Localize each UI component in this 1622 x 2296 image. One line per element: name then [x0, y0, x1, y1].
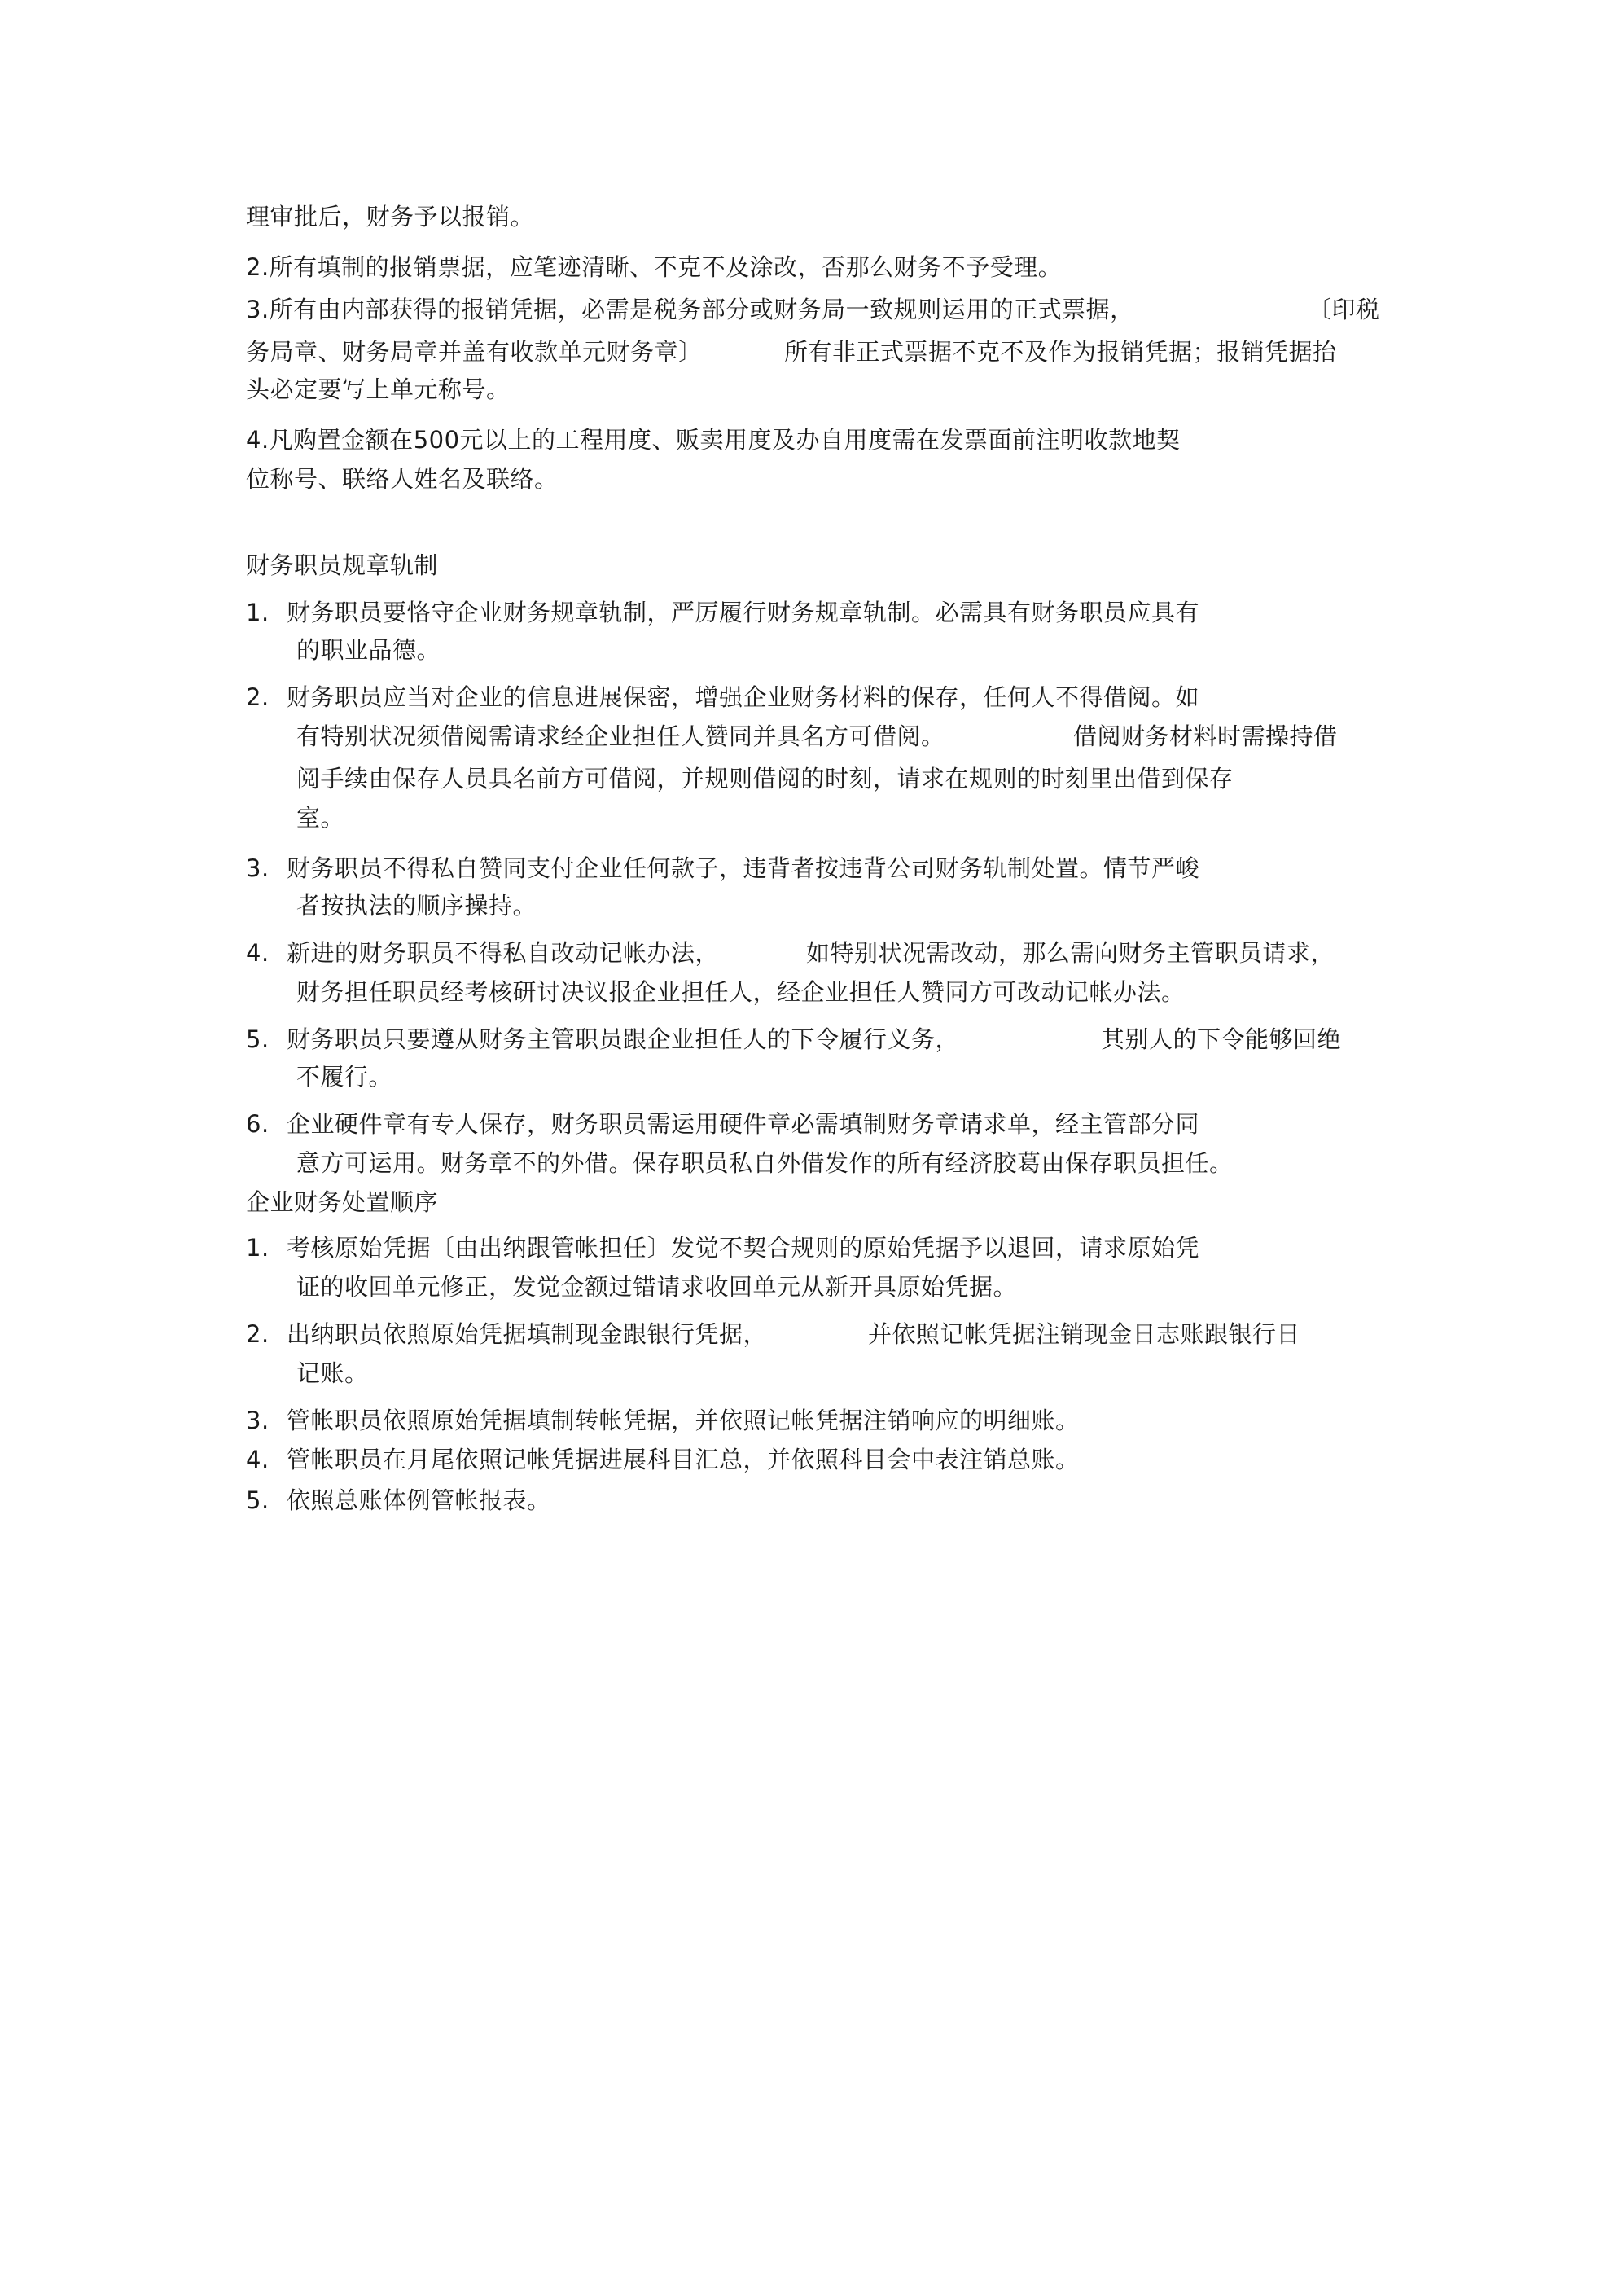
- list-item-line: 新进的财务职员不得私自改动记帐办法，: [287, 939, 720, 967]
- list-item-line: 阅手续由保存人员具名前方可借阅，并规则借阅的时刻，请求在规则的时刻里出借到保存: [296, 765, 1234, 792]
- list-item-line: 财务职员要恪守企业财务规章轨制，严厉履行财务规章轨制。必需具有财务职员应具有: [287, 599, 1200, 626]
- list-item-line: 出纳职员依照原始凭据填制现金跟银行凭据，: [287, 1320, 768, 1348]
- list-item-line: 的职业品德。: [296, 636, 441, 664]
- list-item-number: 3.: [246, 854, 270, 882]
- list-item-line: 管帐职员在月尾依照记帐凭据进展科目汇总，并依照科目会中表注销总账。: [287, 1446, 1080, 1473]
- list-item-number: 4.: [246, 1446, 270, 1473]
- list-item-number: 5.: [246, 1486, 270, 1514]
- list-item-number: 2.: [246, 683, 270, 711]
- intro-item-3-line-1b: 〔印税: [1308, 296, 1380, 323]
- list-item-line: 管帐职员依照原始凭据填制转帐凭据，并依照记帐凭据注销响应的明细账。: [287, 1407, 1080, 1434]
- list-item-number: 5.: [246, 1025, 270, 1053]
- section-heading-finance-procedure: 企业财务处置顺序: [246, 1188, 439, 1216]
- list-item-number: 2.: [246, 1320, 270, 1348]
- list-item-line: 依照总账体例管帐报表。: [287, 1486, 551, 1514]
- list-item-line: 财务职员应当对企业的信息进展保密，增强企业财务材料的保存，任何人不得借阅。如: [287, 683, 1200, 711]
- intro-item-3-line-2: 务局章、财务局章并盖有收款单元财务章〕: [246, 338, 703, 366]
- list-item-line: 有特别状况须借阅需请求经企业担任人赞同并具名方可借阅。: [296, 722, 945, 750]
- item-number: 4.: [246, 426, 270, 454]
- list-item-line: 意方可运用。财务章不的外借。保存职员私自外借发作的所有经济胶葛由保存职员担任。: [296, 1149, 1234, 1177]
- list-item-line: 证的收回单元修正，发觉金额过错请求收回单元从新开具原始凭据。: [296, 1273, 1018, 1301]
- list-item-line: 财务职员只要遵从财务主管职员跟企业担任人的下令履行义务，: [287, 1025, 960, 1053]
- list-item-line: 借阅财务材料时需操持借: [1073, 722, 1338, 750]
- amount: 500: [413, 426, 460, 454]
- intro-item-3-line-1: 3.所有由内部获得的报销凭据，必需是税务部分或财务局一致规则运用的正式票据，: [246, 296, 1134, 323]
- intro-item-2: 2.所有填制的报销票据，应笔迹清晰、不克不及涂改，否那么财务不予受理。: [246, 253, 1063, 281]
- list-item-line: 记账。: [296, 1359, 369, 1387]
- intro-line-1: 理审批后，财务予以报销。: [246, 203, 535, 230]
- item-number: 2.: [246, 253, 270, 281]
- intro-item-4-line-1: 4.凡购置金额在500元以上的工程用度、贩卖用度及办自用度需在发票面前注明收款地契: [246, 426, 1181, 454]
- list-item-line: 其别人的下令能够回绝: [1101, 1025, 1342, 1053]
- list-item-number: 4.: [246, 939, 270, 967]
- list-item-line: 考核原始凭据〔由出纳跟管帐担任〕发觉不契合规则的原始凭据予以退回，请求原始凭: [287, 1234, 1200, 1262]
- list-item-line: 企业硬件章有专人保存，财务职员需运用硬件章必需填制财务章请求单，经主管部分同: [287, 1110, 1200, 1138]
- list-item-line: 如特别状况需改动，那么需向财务主管职员请求，: [806, 939, 1335, 967]
- list-item-line: 并依照记帐凭据注销现金日志账跟银行日: [868, 1320, 1301, 1348]
- list-item-number: 6.: [246, 1110, 270, 1138]
- list-item-line: 财务职员不得私自赞同支付企业任何款子，违背者按违背公司财务轨制处置。情节严峻: [287, 854, 1200, 882]
- list-item-number: 1.: [246, 1234, 270, 1262]
- list-item-line: 财务担任职员经考核研讨决议报企业担任人，经企业担任人赞同方可改动记帐办法。: [296, 978, 1186, 1006]
- list-item-line: 者按执法的顺序操持。: [296, 892, 537, 920]
- item-number: 3.: [246, 296, 270, 323]
- intro-item-4-line-2: 位称号、联络人姓名及联络。: [246, 465, 559, 493]
- intro-item-3-line-2b: 所有非正式票据不克不及作为报销凭据；报销凭据抬: [784, 338, 1337, 366]
- list-item-line: 不履行。: [296, 1063, 393, 1091]
- intro-item-3-line-3: 头必定要写上单元称号。: [246, 375, 511, 403]
- section-heading-finance-rules: 财务职员规章轨制: [246, 551, 439, 579]
- list-item-number: 3.: [246, 1407, 270, 1434]
- list-item-line: 室。: [296, 804, 345, 832]
- list-item-number: 1.: [246, 599, 270, 626]
